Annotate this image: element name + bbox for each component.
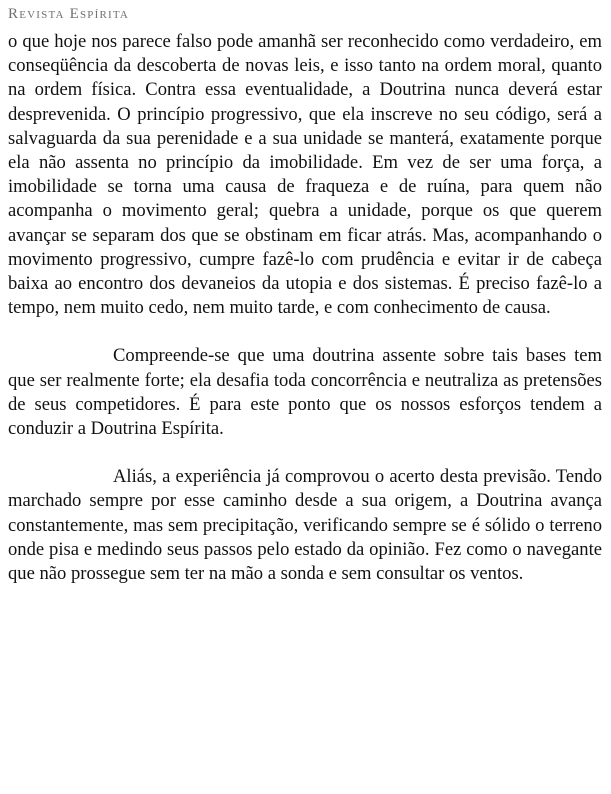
document-page bbox=[8, 0, 602, 586]
paragraph-gap bbox=[8, 441, 602, 465]
paragraph: Compreende-se que uma doutrina assente sobre tais bases tem que ser realmente forte; ela desafia toda concorrência e neutraliza as pretensões de seus competidores. É para este ponto que os nossos esforços tendem a conduzir a Doutrina Espírita. bbox=[8, 345, 602, 440]
paragraph-continued: o que hoje nos parece falso pode amanhã ser reconhecido como verdadeiro, em conseqüência da descoberta de novas leis, e isso tanto na ordem moral, quanto na ordem física. Contra essa eventualidade, a Doutrina nunca deverá estar desprevenida. O princípio progressivo, que ela inscreve no seu código, será a salvaguarda da sua perenidade e a sua unidade se manterá, exatamente porque ela não assenta no princípio da imobilidade. Em vez de ser uma força, a imobilidade se torna uma causa de fraqueza e de ruína, para quem não acompanha o movimento geral; quebra a unidade, porque os que querem avançar se separam dos que se obstinam em ficar atrás. Mas, acompanhando o movimento progressivo, cumpre fazê-lo com prudência e evitar ir de cabeça baixa ao encontro dos devaneios da utopia e dos sistemas. É preciso fazê-lo a tempo, nem muito cedo, nem muito tarde, e com conhecimento de causa. bbox=[8, 31, 602, 319]
running-title: Revista Espírita bbox=[8, 6, 130, 22]
paragraph-gap bbox=[8, 320, 602, 344]
paragraph: Aliás, a experiência já comprovou o acerto desta previsão. Tendo marchado sempre por esse caminho desde a sua origem, a Doutrina avança constantemente, mas sem precipitação, verificando sempre se é sólido o terreno onde pisa e medindo seus passos pelo estado da opinião. Fez como o navegante que não prossegue sem ter na mão a sonda e sem consultar os ventos. bbox=[8, 466, 602, 585]
running-header bbox=[8, 6, 602, 30]
body-text bbox=[8, 30, 602, 586]
